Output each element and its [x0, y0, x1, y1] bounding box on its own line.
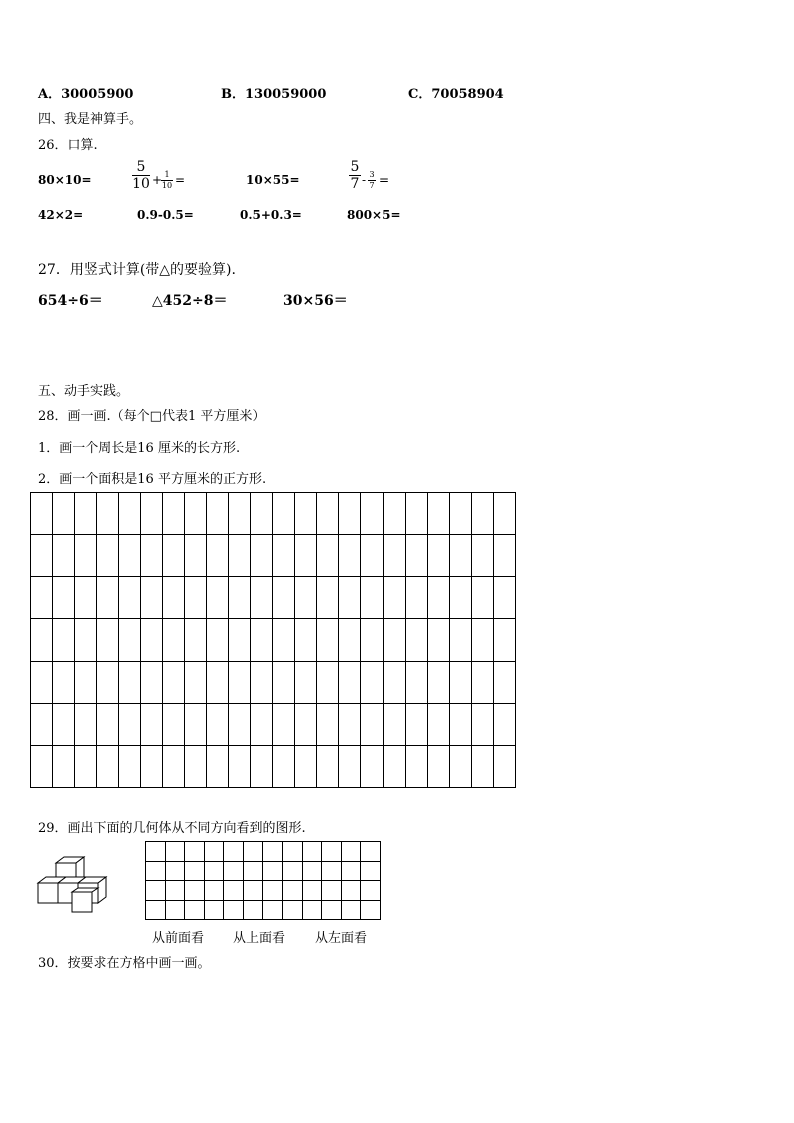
grid-cell[interactable]	[449, 493, 471, 535]
q29-title: 29．画出下面的几何体从不同方向看到的图形.	[38, 821, 306, 836]
grid-cell[interactable]	[207, 535, 229, 577]
grid-cell[interactable]	[471, 577, 493, 619]
grid-cell[interactable]	[383, 703, 405, 745]
grid-cell[interactable]	[383, 661, 405, 703]
grid-cell[interactable]	[493, 745, 515, 787]
grid-cell[interactable]	[427, 493, 449, 535]
q30-title: 30．按要求在方格中画一画。	[38, 956, 211, 971]
grid-cell[interactable]	[185, 881, 205, 901]
grid-cell[interactable]	[165, 861, 185, 881]
grid-cell[interactable]	[273, 535, 295, 577]
fraction-denominator: 7	[350, 176, 360, 192]
fraction-numerator: 3	[369, 170, 375, 179]
grid-cell[interactable]	[295, 577, 317, 619]
grid-cell[interactable]	[405, 535, 427, 577]
grid-cell[interactable]	[273, 661, 295, 703]
grid-cell[interactable]	[251, 493, 273, 535]
grid-cell[interactable]	[361, 861, 381, 881]
fraction-denominator: 10	[132, 176, 150, 192]
grid-cell[interactable]	[471, 619, 493, 661]
grid-cell[interactable]	[75, 619, 97, 661]
grid-cell[interactable]	[471, 703, 493, 745]
grid-cell[interactable]	[204, 861, 224, 881]
grid-cell[interactable]	[273, 703, 295, 745]
grid-cell[interactable]	[339, 493, 361, 535]
grid-cell[interactable]	[493, 493, 515, 535]
grid-cell[interactable]	[471, 493, 493, 535]
grid-cell[interactable]	[251, 703, 273, 745]
grid-cell[interactable]	[97, 703, 119, 745]
grid-cell[interactable]	[302, 861, 322, 881]
grid-cell[interactable]	[493, 535, 515, 577]
grid-cell[interactable]	[383, 745, 405, 787]
grid-cell[interactable]	[427, 745, 449, 787]
grid-cell[interactable]	[295, 619, 317, 661]
grid-cell[interactable]	[53, 535, 75, 577]
grid-cell[interactable]	[163, 745, 185, 787]
grid-cell[interactable]	[283, 842, 303, 862]
grid-cell[interactable]	[361, 842, 381, 862]
grid-cell[interactable]	[31, 703, 53, 745]
grid-cell[interactable]	[229, 493, 251, 535]
grid-cell[interactable]	[31, 493, 53, 535]
grid-cell[interactable]	[229, 661, 251, 703]
q26-r2-e4: 800×5=	[347, 208, 401, 222]
grid-cell[interactable]	[361, 881, 381, 901]
grid-cell[interactable]	[493, 661, 515, 703]
grid-cell[interactable]	[229, 535, 251, 577]
grid-cell[interactable]	[405, 745, 427, 787]
grid-cell[interactable]	[383, 535, 405, 577]
label-top-view: 从上面看	[233, 931, 286, 946]
grid-cell[interactable]	[185, 619, 207, 661]
fraction-denominator: 7	[369, 181, 375, 190]
grid-cell[interactable]	[295, 535, 317, 577]
grid-cell[interactable]	[383, 619, 405, 661]
grid-cell[interactable]	[97, 535, 119, 577]
option-c: C．70058904	[408, 87, 504, 102]
grid-cell[interactable]	[251, 535, 273, 577]
operator: +	[152, 173, 163, 187]
grid-cell[interactable]	[341, 881, 361, 901]
grid-cell[interactable]	[97, 577, 119, 619]
q26-r1-e1: 80×10=	[38, 173, 92, 187]
grid-cell[interactable]	[185, 577, 207, 619]
grid-cell[interactable]	[339, 703, 361, 745]
grid-cell[interactable]	[229, 619, 251, 661]
grid-cell[interactable]	[207, 703, 229, 745]
grid-cell[interactable]	[185, 703, 207, 745]
grid-cell[interactable]	[146, 900, 166, 920]
grid-cell[interactable]	[75, 703, 97, 745]
grid-cell[interactable]	[302, 900, 322, 920]
grid-cell[interactable]	[427, 661, 449, 703]
grid-cell[interactable]	[229, 577, 251, 619]
grid-cell[interactable]	[471, 661, 493, 703]
fraction-numerator: 1	[164, 170, 170, 179]
grid-cell[interactable]	[339, 745, 361, 787]
grid-cell[interactable]	[185, 661, 207, 703]
grid-cell[interactable]	[97, 745, 119, 787]
grid-cell[interactable]	[185, 745, 207, 787]
grid-cell[interactable]	[31, 745, 53, 787]
grid-cell[interactable]	[31, 577, 53, 619]
grid-cell[interactable]	[449, 535, 471, 577]
grid-cell[interactable]	[207, 661, 229, 703]
grid-cell[interactable]	[31, 535, 53, 577]
grid-cell[interactable]	[53, 661, 75, 703]
section5-title: 五、动手实践。	[38, 384, 130, 399]
grid-cell[interactable]	[141, 703, 163, 745]
grid-cell[interactable]	[207, 577, 229, 619]
grid-cell[interactable]	[75, 577, 97, 619]
grid-cell[interactable]	[263, 881, 283, 901]
grid-cell[interactable]	[427, 577, 449, 619]
q26-r2-e2: 0.9-0.5=	[137, 208, 194, 222]
grid-cell[interactable]	[163, 619, 185, 661]
grid-cell[interactable]	[224, 861, 244, 881]
grid-cell[interactable]	[361, 703, 383, 745]
grid-cell[interactable]	[449, 745, 471, 787]
grid-cell[interactable]	[493, 619, 515, 661]
grid-cell[interactable]	[53, 619, 75, 661]
grid-cell[interactable]	[119, 493, 141, 535]
option-a: A．30005900	[38, 87, 134, 102]
grid-cell[interactable]	[339, 619, 361, 661]
q26-r2-e3: 0.5+0.3=	[240, 208, 302, 222]
grid-cell[interactable]	[405, 661, 427, 703]
cube-structure-figure	[36, 855, 108, 915]
grid-cell[interactable]	[295, 703, 317, 745]
grid-cell[interactable]	[224, 842, 244, 862]
grid-cell[interactable]	[295, 745, 317, 787]
q27-e3: 30×56＝	[283, 293, 348, 309]
grid-cell[interactable]	[273, 745, 295, 787]
grid-cell[interactable]	[163, 535, 185, 577]
grid-cell[interactable]	[207, 619, 229, 661]
grid-cell[interactable]	[302, 881, 322, 901]
grid-cell[interactable]	[263, 861, 283, 881]
grid-cell[interactable]	[119, 703, 141, 745]
q26-r1-e3: 10×55=	[246, 173, 300, 187]
grid-cell[interactable]	[383, 493, 405, 535]
option-b: B．130059000	[221, 87, 327, 102]
grid-cell[interactable]	[339, 535, 361, 577]
grid-cell[interactable]	[427, 535, 449, 577]
grid-cell[interactable]	[405, 493, 427, 535]
grid-cell[interactable]	[141, 661, 163, 703]
grid-cell[interactable]	[251, 577, 273, 619]
grid-cell[interactable]	[449, 577, 471, 619]
grid-cell[interactable]	[243, 881, 263, 901]
grid-cell[interactable]	[405, 703, 427, 745]
grid-cell[interactable]	[341, 842, 361, 862]
grid-cell[interactable]	[243, 900, 263, 920]
grid-cell[interactable]	[165, 900, 185, 920]
q26-title: 26．口算.	[38, 138, 98, 153]
grid-cell[interactable]	[317, 745, 339, 787]
grid-cell[interactable]	[317, 661, 339, 703]
grid-cell[interactable]	[361, 619, 383, 661]
grid-cell[interactable]	[165, 842, 185, 862]
grid-cell[interactable]	[224, 900, 244, 920]
grid-cell[interactable]	[53, 703, 75, 745]
grid-cell[interactable]	[243, 861, 263, 881]
grid-cell[interactable]	[317, 577, 339, 619]
grid-cell[interactable]	[471, 535, 493, 577]
fraction-numerator: 5	[350, 159, 360, 175]
grid-cell[interactable]	[185, 493, 207, 535]
grid-cell[interactable]	[317, 619, 339, 661]
grid-cell[interactable]	[119, 661, 141, 703]
grid-cell[interactable]	[361, 661, 383, 703]
fraction-1-10	[161, 171, 173, 190]
grid-cell[interactable]	[493, 703, 515, 745]
grid-cell[interactable]	[449, 661, 471, 703]
grid-cell[interactable]	[283, 881, 303, 901]
grid-cell[interactable]	[97, 619, 119, 661]
grid-cell[interactable]	[141, 577, 163, 619]
grid-cell[interactable]	[119, 619, 141, 661]
fraction-denominator: 10	[161, 181, 173, 190]
fraction-numerator: 5	[136, 159, 146, 175]
grid-cell[interactable]	[251, 619, 273, 661]
grid-cell[interactable]	[361, 900, 381, 920]
fraction-3-7	[368, 171, 376, 190]
grid-cell[interactable]	[322, 881, 342, 901]
grid-cell[interactable]	[361, 577, 383, 619]
grid-cell[interactable]	[141, 619, 163, 661]
grid-cell[interactable]	[141, 493, 163, 535]
grid-cell[interactable]	[75, 493, 97, 535]
grid-cell[interactable]	[146, 842, 166, 862]
grid-cell[interactable]	[273, 493, 295, 535]
grid-cell[interactable]	[263, 900, 283, 920]
grid-cell[interactable]	[322, 861, 342, 881]
q26-r2-e1: 42×2=	[38, 208, 84, 222]
grid-cell[interactable]	[295, 661, 317, 703]
grid-cell[interactable]	[97, 493, 119, 535]
grid-cell[interactable]	[361, 493, 383, 535]
grid-cell[interactable]	[449, 619, 471, 661]
grid-cell[interactable]	[251, 745, 273, 787]
grid-cell[interactable]	[185, 842, 205, 862]
equals: =	[379, 173, 390, 187]
grid-cell[interactable]	[204, 900, 224, 920]
grid-cell[interactable]	[165, 881, 185, 901]
q28-title: 28．画一画.（每个□代表1 平方厘米）	[38, 409, 266, 424]
grid-cell[interactable]	[207, 745, 229, 787]
grid-cell[interactable]	[251, 661, 273, 703]
grid-cell[interactable]	[471, 745, 493, 787]
grid-cell[interactable]	[204, 842, 224, 862]
grid-cell[interactable]	[119, 535, 141, 577]
grid-cell[interactable]	[163, 493, 185, 535]
grid-cell[interactable]	[185, 861, 205, 881]
grid-cell[interactable]	[283, 900, 303, 920]
grid-cell[interactable]	[207, 493, 229, 535]
grid-cell[interactable]	[31, 661, 53, 703]
equals: =	[175, 173, 186, 187]
grid-cell[interactable]	[119, 577, 141, 619]
grid-cell[interactable]	[361, 535, 383, 577]
q27-e2: △452÷8＝	[152, 293, 228, 309]
grid-cell[interactable]	[75, 661, 97, 703]
label-left-view: 从左面看	[315, 931, 368, 946]
grid-cell[interactable]	[119, 745, 141, 787]
grid-cell[interactable]	[449, 703, 471, 745]
grid-cell[interactable]	[53, 745, 75, 787]
grid-cell[interactable]	[53, 493, 75, 535]
grid-cell[interactable]	[146, 861, 166, 881]
label-front-view: 从前面看	[152, 931, 205, 946]
grid-cell[interactable]	[204, 881, 224, 901]
grid-cell[interactable]	[146, 881, 166, 901]
fraction-5-10	[132, 160, 150, 191]
grid-cell[interactable]	[75, 535, 97, 577]
grid-cell[interactable]	[31, 619, 53, 661]
grid-cell[interactable]	[427, 619, 449, 661]
grid-cell[interactable]	[229, 745, 251, 787]
grid-cell[interactable]	[163, 577, 185, 619]
grid-cell[interactable]	[341, 861, 361, 881]
grid-cell[interactable]	[75, 745, 97, 787]
grid-cell[interactable]	[141, 745, 163, 787]
grid-cell[interactable]	[361, 745, 383, 787]
grid-cell[interactable]	[317, 493, 339, 535]
view-grid[interactable]	[145, 841, 381, 920]
grid-cell[interactable]	[405, 577, 427, 619]
grid-cell[interactable]	[405, 619, 427, 661]
grid-cell[interactable]	[427, 703, 449, 745]
section4-title: 四、我是神算手。	[38, 112, 143, 127]
q27-e1: 654÷6＝	[38, 293, 103, 309]
grid-cell[interactable]	[243, 842, 263, 862]
grid-cell[interactable]	[224, 881, 244, 901]
grid-cell[interactable]	[317, 703, 339, 745]
q28-item1: 1．画一个周长是16 厘米的长方形.	[38, 441, 241, 456]
grid-cell[interactable]	[283, 861, 303, 881]
grid-cell[interactable]	[493, 577, 515, 619]
grid-cell[interactable]	[339, 661, 361, 703]
grid-cell[interactable]	[317, 535, 339, 577]
grid-cell[interactable]	[273, 619, 295, 661]
q27-title: 27．用竖式计算(带△的要验算).	[38, 262, 236, 278]
grid-cell[interactable]	[339, 577, 361, 619]
grid-cell[interactable]	[302, 842, 322, 862]
operator: -	[362, 173, 367, 187]
fraction-5-7	[349, 160, 361, 191]
grid-cell[interactable]	[141, 535, 163, 577]
drawing-grid[interactable]	[30, 492, 516, 788]
grid-cell[interactable]	[383, 577, 405, 619]
grid-cell[interactable]	[295, 493, 317, 535]
grid-cell[interactable]	[229, 703, 251, 745]
grid-cell[interactable]	[97, 661, 119, 703]
q28-item2: 2．画一个面积是16 平方厘米的正方形.	[38, 472, 267, 487]
grid-cell[interactable]	[163, 661, 185, 703]
grid-cell[interactable]	[341, 900, 361, 920]
grid-cell[interactable]	[163, 703, 185, 745]
grid-cell[interactable]	[185, 535, 207, 577]
grid-cell[interactable]	[273, 577, 295, 619]
grid-cell[interactable]	[53, 577, 75, 619]
grid-cell[interactable]	[263, 842, 283, 862]
grid-cell[interactable]	[322, 842, 342, 862]
grid-cell[interactable]	[185, 900, 205, 920]
grid-cell[interactable]	[322, 900, 342, 920]
